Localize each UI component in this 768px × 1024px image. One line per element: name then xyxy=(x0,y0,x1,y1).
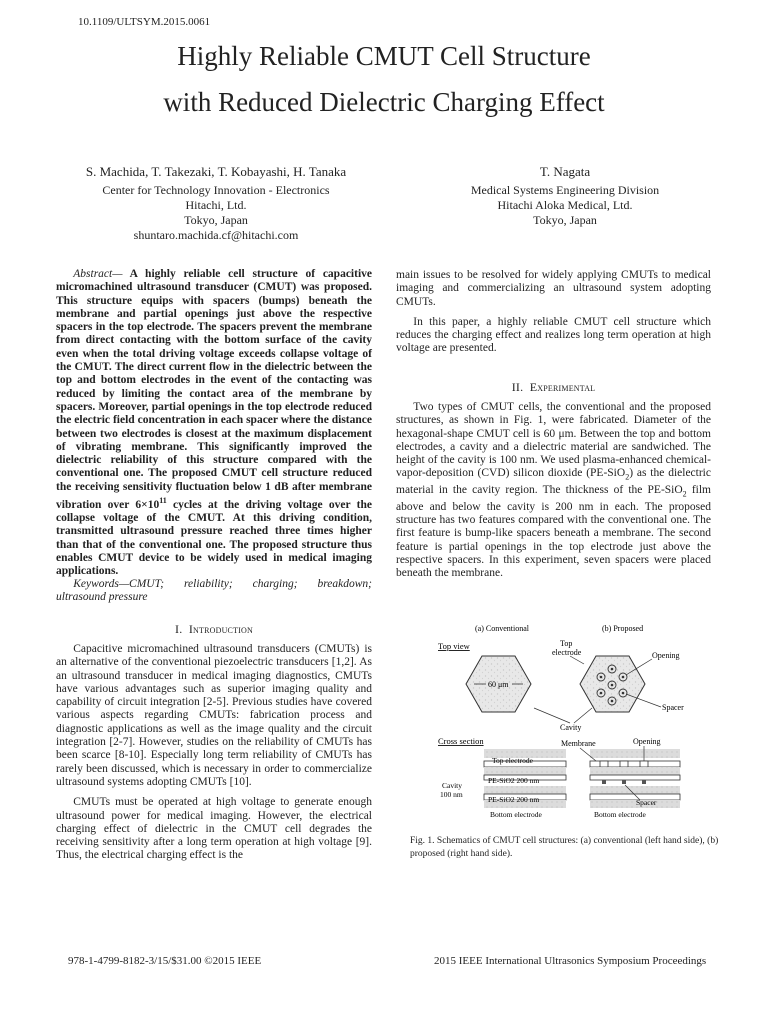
author-names-right: T. Nagata xyxy=(539,164,591,179)
abstract-text-a: A highly reliable cell structure of capacitive micromachined ultrasound transducer (CMUT) was proposed. This structure equips with spacers (bumps) beneath the membrane and partial openings just above the respective spacers in the top electrode. The spacers prevent the membrane from direct contacting with the bottom surface of the cavity even when the total driving voltage exceeds collapse voltage of the CMUT. The direct current flow in the dielectric between the top and bottom electrodes in the event of the contacting was reduced by limiting the contact area of the membrane by spacers. Moreover, partial openings in the top electrode reduced the electric field concentration in each spacer where the distance between two electrodes is closest at the maximum displacement of vibrating membrane. This significantly improved the dielectric reliability of this structure compared with the conventional one. The proposed CMUT cell structure reduced the receiving sensitivity fluctuation below 1 dB after membrane vibration over 6×10 xyxy=(56,268,372,511)
section-heading-intro xyxy=(56,622,372,637)
intro-paragraph-3: In this paper, a highly reliable CMUT cell structure which reduces the charging effect and realizes long term operation at high voltage are presented. xyxy=(396,315,711,355)
abstract-text-b: cycles at the driving voltage over the collapse voltage of the CMUT. At this driving condition, transmitted ultrasound pressure reached three times higher than that of the conventional one. The proposed structure thus enables CMUT device to be widely used in medical imaging applications. xyxy=(56,498,373,578)
fig-label-spacer-cs: Spacer xyxy=(636,798,657,807)
doi-text: 10.1109/ULTSYM.2015.0061 xyxy=(78,16,211,28)
exp-sub-1: 2 xyxy=(625,472,630,482)
exp-sub-2: 2 xyxy=(682,489,687,499)
intro-paragraph-continued: main issues to be resolved for widely applying CMUTs to medical imaging and commercializing an ultrasound system adopting CMUTs. xyxy=(396,269,711,308)
section-experimental xyxy=(396,380,711,580)
cross-section-proposed xyxy=(590,749,680,808)
fig-label-cavity: Cavity xyxy=(560,723,582,732)
fig-label-bottom-electrode-right: Bottom electrode xyxy=(594,810,646,819)
abstract-exponent: 11 xyxy=(159,496,167,506)
experimental-paragraph-1 xyxy=(396,401,711,580)
experimental-body xyxy=(396,401,711,580)
fig-label-opening-cs: Opening xyxy=(633,737,661,746)
intro-paragraph-1: Capacitive micromachined ultrasound transducers (CMUTs) is an alternative of the conventional piezoelectric transducers [1,2]. As an ultrasound transducer in medical imaging diagnostics, CMUTs have various advantages such as superior imaging quality and capability of circuit integration [2-5]. Previous studies have covered various aspects regarding CMUTs: fabrication process and diagnostic applications as well as the image quality and the circuit integration [2-7]. However, studies on the reliability of CMUTs has been scarce [8-10]. Especially long term reliability of CMUTs has rarely been discussed, which is necessary in order to commercialize ultrasound systems adopting CMUTs [10]. xyxy=(56,643,372,788)
footer-left: 978-1-4799-8182-3/15/$31.00 ©2015 IEEE xyxy=(68,955,262,967)
abstract xyxy=(56,268,372,579)
affiliation-left-3: Tokyo, Japan xyxy=(184,213,248,227)
fig-label-pe-sio2-bottom: PE-SiO2 200 nm xyxy=(488,795,540,804)
author-block-right xyxy=(400,164,730,228)
right-column-top xyxy=(396,269,711,356)
section-title-2: Experimental xyxy=(529,380,596,394)
author-names-left: S. Machida, T. Takezaki, T. Kobayashi, H. Tanaka xyxy=(85,164,347,179)
figure-1-schematic xyxy=(430,620,720,830)
exp-text-b: ) as the dielectric material in the cavity region. The thickness of the PE-SiO xyxy=(396,467,711,497)
fig-label-conventional: (a) Conventional xyxy=(475,624,529,633)
intro-paragraph-2: CMUTs must be operated at high voltage to generate enough ultrasound power for medical imaging. However, the electrical charging effect of dielectric in the CMUT cell degrades the receiving sensitivity after a long term operation at high voltage [9]. Thus, the electrical charging effect is the xyxy=(56,796,372,862)
affiliation-left-1: Center for Technology Innovation - Electronics xyxy=(102,183,330,197)
figure-caption: Fig. 1. Schematics of CMUT cell structures: (a) conventional (left hand side), (b) proposed (right hand side). xyxy=(410,836,719,859)
paper-title-line-2: with Reduced Dielectric Charging Effect xyxy=(163,87,605,117)
fig-label-top-electrode-cs: Top electrode xyxy=(492,756,533,765)
affiliation-right-1: Medical Systems Engineering Division xyxy=(470,183,660,197)
section-title-1: Introduction xyxy=(188,622,253,636)
section-heading-experimental xyxy=(396,380,711,395)
author-email: shuntaro.machida.cf@hitachi.com xyxy=(133,228,299,242)
fig-label-pe-sio2-top: PE-SiO2 200 nm xyxy=(488,776,540,785)
author-block-left xyxy=(60,164,372,243)
section-number-2: II. xyxy=(511,380,524,394)
intro-body xyxy=(56,643,372,863)
fig-label-top-electrode: Top electrode xyxy=(552,639,582,657)
exp-text-a: Two types of CMUT cells, the conventional and the proposed structures, as shown in Fig. 1, were fabricated. Diameter of the hexagonal-shape CMUT cell is 60 μm. Between the top and bottom electrodes, a cavity and a dielectric material are sandwiched. The height of the cavity is 100 nm. We used plasma-enhanced chemical-vapor-deposition (CVD) silicon dioxide (PE-SiO xyxy=(396,401,711,480)
abstract-label: Abstract— xyxy=(73,268,123,280)
affiliation-right-3: Tokyo, Japan xyxy=(533,213,597,227)
fig-label-opening: Opening xyxy=(652,651,680,660)
section-number-1: I. xyxy=(175,622,183,636)
paper-title-line-1: Highly Reliable CMUT Cell Structure xyxy=(177,41,591,71)
affiliation-right-2: Hitachi Aloka Medical, Ltd. xyxy=(497,198,633,212)
fig-label-cavity-cs-1: Cavity xyxy=(442,781,462,790)
fig-label-membrane: Membrane xyxy=(561,739,596,748)
fig-label-spacer-top: Spacer xyxy=(662,703,684,712)
fig-label-cavity-cs-2: 100 nm xyxy=(440,790,463,799)
fig-label-proposed: (b) Proposed xyxy=(602,624,644,633)
exp-text-c: film above and below the cavity is 200 nm in each. The proposed structure has two features compared with the conventional one. The first feature is bump-like spacers beneath a membrane. The second feature is partial openings in the top electrode just above the respective spacers. In this experiment, seven spacers were placed beneath the membrane. xyxy=(396,484,711,580)
fig-label-bottom-electrode-left: Bottom electrode xyxy=(490,810,542,819)
affiliation-left-2: Hitachi, Ltd. xyxy=(185,198,247,212)
section-intro xyxy=(56,622,372,863)
keywords: Keywords—CMUT; reliability; charging; breakdown; ultrasound pressure xyxy=(56,578,372,604)
fig-label-cross-section: Cross section xyxy=(438,736,484,746)
fig-label-size: 60 μm xyxy=(488,680,509,689)
footer-right: 2015 IEEE International Ultrasonics Symposium Proceedings xyxy=(434,955,707,967)
fig-label-top-view: Top view xyxy=(438,641,470,651)
